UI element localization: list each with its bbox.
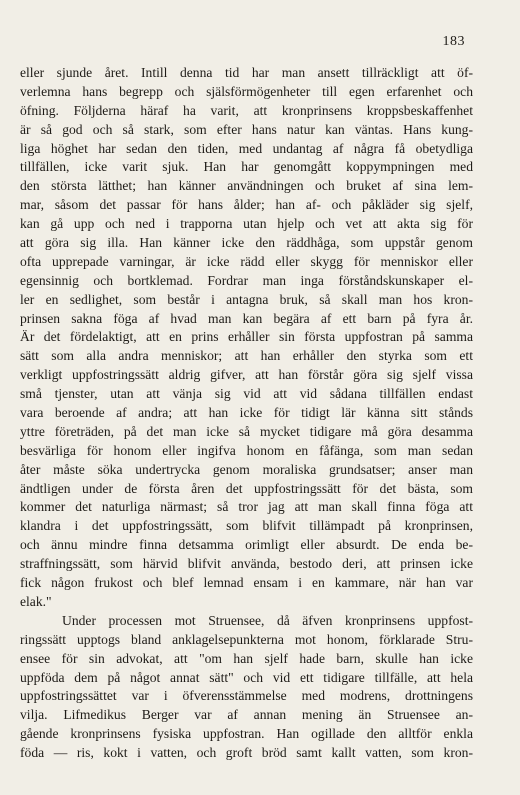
text-line: straffningssätt, som härvid blifvit använda, bestodo deri, att prinsen icke: [20, 556, 473, 572]
text-line: prinsen sakna föga af hvad man kan begära af ett barn på fyra år.: [20, 310, 473, 326]
text-line: eller sjunde året. Intill denna tid har man ansett tillräckligt att öf-: [20, 65, 473, 80]
text-line: kommer det naturliga närmast; så tror jag att man skall finna föga att: [20, 499, 473, 515]
text-line: klandra i det uppfostringssätt, som blifvit tillämpadt på kronprinsen,: [20, 518, 473, 534]
text-line: uppfostringssättet var i öfverensstämmelse med modrens, drottningens: [20, 688, 473, 704]
text-line: den största lätthet; han känner användningen och bruket af sina lem-: [20, 178, 473, 194]
text-line: verkligt uppfostringssätt aldrig gifver, att han förstår göra sig sjelf vissa: [20, 367, 473, 383]
text-line: tillfällen, icke varit sjuk. Han har genomgått koppympningen med: [20, 159, 473, 175]
text-line: verlemna hans begrepp och själsförmögenheter till egen erfarenhet och: [20, 83, 473, 99]
text-line: Är det fördelaktigt, att en prins erhåller sin första uppfostran på samma: [20, 329, 473, 345]
text-line: ofta upprepade varningar, är icke rädd eller skygg för menniskor eller: [20, 253, 473, 269]
text-line: Under processen mot Struensee, då äfven kronprinsens uppfost-: [62, 612, 473, 628]
text-line: liga höghet har sedan den tiden, med undantag af några få obetydliga: [20, 140, 473, 156]
text-line: yttre företräden, på det man icke så mycket tidigare må göra desamma: [20, 423, 473, 439]
text-line: vilja. Lifmedikus Berger var af annan mening än Struensee an-: [20, 707, 473, 723]
text-line: öfning. Följderna häraf ha varit, att kronprinsens kroppsbeskaffenhet: [20, 102, 473, 118]
text-line: fick någon frukost och blef lemnad ensam i en kammare, när han var: [20, 575, 473, 591]
text-line: att göra sig illa. Han känner icke den räddhåga, som uppstår genom: [20, 235, 473, 251]
text-line: ler en sedlighet, som består i antagna bruk, så skall man hos kron-: [20, 291, 473, 307]
page-number: 183: [442, 34, 465, 49]
text-line: gående kronprinsens fysiska uppfostran. Han ogillade den alltför enkla: [20, 726, 473, 742]
body-text: [20, 64, 473, 763]
text-line: elak.": [20, 593, 52, 609]
text-line: ringssätt upptogs bland anklagelsepunkterna mot honom, förklarade Stru-: [20, 631, 473, 647]
text-line: föda — ris, kokt i vatten, och groft bröd samt kallt vatten, som kron-: [20, 745, 473, 761]
text-line: och ännu mindre finna detsamma orimligt eller absurdt. De enda be-: [20, 537, 473, 553]
text-line: egensinnig och bortklemad. Fordrar man inga förståndskunskaper el-: [20, 272, 473, 288]
text-line: sätt som alla andra menniskor; att han erhåller den styrka som ett: [20, 348, 473, 364]
text-line: små tjenster, utan att vänja sig vid att vid sådana tillfällen endast: [20, 386, 473, 402]
text-line: åter måste söka undertrycka genom moraliska grundsatser; anser man: [20, 461, 473, 477]
text-line: kan gå upp och ned i trapporna utan hjelp och vet att akta sig för: [20, 216, 473, 232]
text-line: vara beroende af andra; att han icke för tidigt lär känna sitt stånds: [20, 405, 473, 421]
text-line: uppföda dem på något annat sätt" och vid ett tidigare tillfälle, att hela: [20, 669, 473, 685]
text-line: besvärliga för honom eller ingifva honom en fåfänga, som man sedan: [20, 442, 473, 458]
text-line: är så god och så stark, som efter hans natur kan väntas. Hans kung-: [20, 121, 473, 137]
text-line: ändtligen under de första åren det uppfostringssätt för det bästa, som: [20, 480, 473, 496]
text-line: ensee för sin advokat, att "om han sjelf hade barn, skulle han icke: [20, 650, 473, 666]
text-line: mar, såsom det passar för hans ålder; han af- och påkläder sig sjelf,: [20, 197, 473, 213]
